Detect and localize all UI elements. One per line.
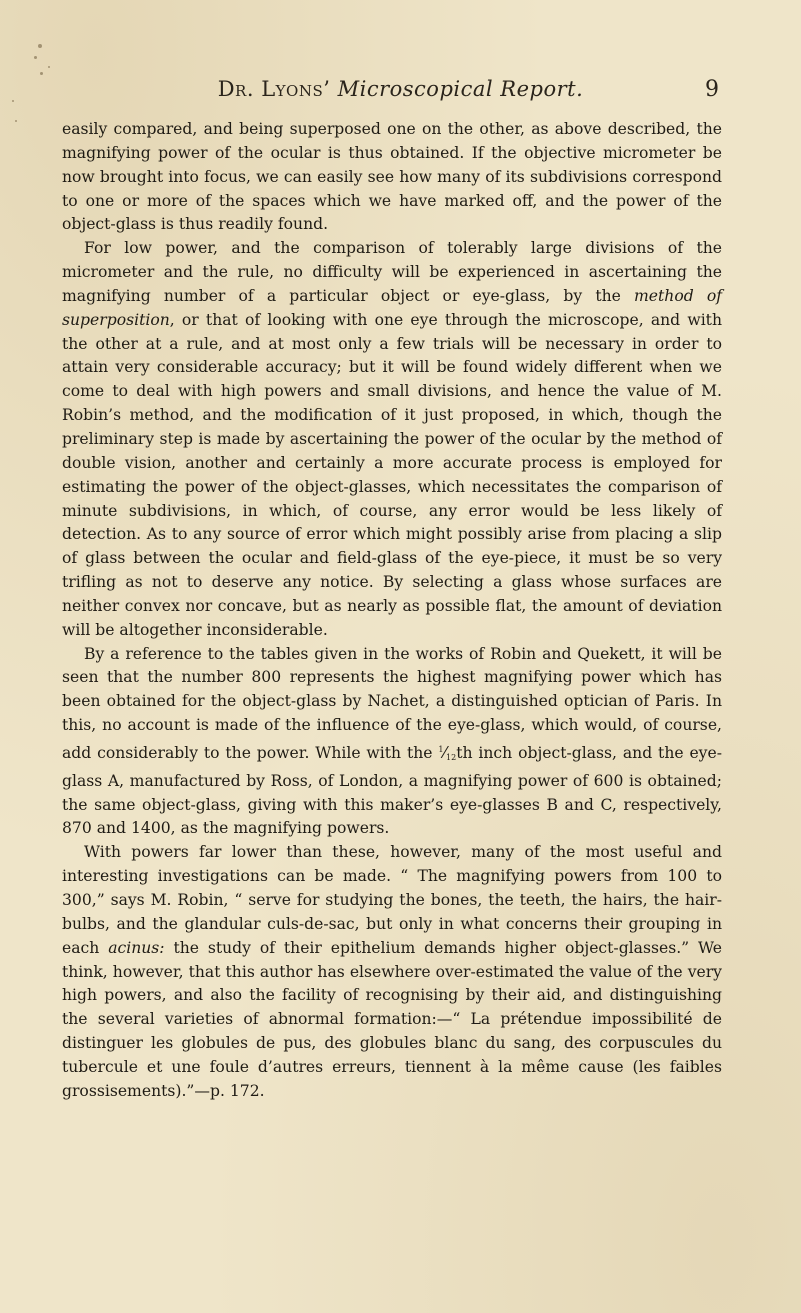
paragraph-3-text: By a reference to the tables given in the works of Robin and Quekett, it will be seen that the number 800 represents the highest magnifying power which has been obtained for the object-glass by Nachet, a distinguished optician of Paris. In this, no account is made of the influence of the eye-glass, which would, of course, add considerably to the power. While with the xyxy=(62,644,722,762)
ink-speck xyxy=(15,120,17,122)
paragraph-2-text: For low power, and the comparison of tolerably large divisions of the micrometer and the rule, no difficulty will be experienced in ascertaining the magnifying number of a particular object or eye-glass, by the xyxy=(62,239,722,305)
running-title xyxy=(0,77,801,101)
paragraph-3 xyxy=(62,643,722,842)
body-text xyxy=(62,118,722,1104)
paragraph-2-italic: method of superposition xyxy=(62,286,722,329)
ink-speck xyxy=(48,66,50,68)
ink-speck xyxy=(40,72,43,75)
ink-speck xyxy=(34,56,37,59)
page-number: 9 xyxy=(705,77,719,102)
paragraph-1-text: easily compared, and being superposed one on the other, as above described, the magnifying power of the ocular is thus obtained. If the objective micrometer be now brought into focus, we can easily see how many of its subdivisions correspond to one or more of the spaces which we have marked off, and the power of the object-glass is thus readily found. xyxy=(62,120,722,234)
running-header xyxy=(0,77,801,107)
paragraph-2-text-cont: , or that of looking with one eye through the microscope, and with the other at a rule, and at most only a few trials will be necessary in order to attain very considerable accuracy; but it will be found widely different when we come to deal with high powers and small divisions, and hence the value of M. Robin’s method, and the modification of it just proposed, in which, though the preliminary step is made by ascertaining the power of the ocular by the method of double vision, another and certainly a more accurate process is employed for estimating the power of the object-glasses, which necessitates the comparison of minute subdivisions, in which, of course, any error would be less likely of detection. As to any source of error which might possibly arise from placing a slip of glass between the ocular and field-glass of the eye-piece, it must be so very trifling as not to deserve any notice. By selecting a glass whose surfaces are neither convex nor concave, but as nearly as possible flat, the amount of deviation will be altogether inconsiderable. xyxy=(62,310,722,639)
fraction-numerator: 1 xyxy=(438,744,444,754)
paragraph-4-text-cont: the study of their epithelium demands higher object-glasses.” We think, however, that this author has elsewhere over-estimated the value of the very high powers, and also the facility of recognising by their aid, and distinguishing the several varieties of abnormal formation:—“ La prétendue impossibilité de distinguer les globules de pus, des globules blanc du sang, des corpuscules du tubercule et une foule d’autres erreurs, tiennent à la même cause (les faibles grossisements).”—p. 172. xyxy=(62,938,722,1100)
paragraph-4-text: With powers far lower than these, however, many of the most useful and interesting investigations can be made. “ The magnifying powers from 100 to 300,” says M. Robin, “ serve for studying the bones, the teeth, the hairs, the hair-bulbs, and the glandular culs-de-sac, but only in what concerns their grouping in each xyxy=(62,843,722,957)
paragraph-1 xyxy=(62,118,722,237)
ink-speck xyxy=(38,44,42,48)
fraction-denominator: 12 xyxy=(446,752,457,762)
header-title: Microscopical Report. xyxy=(337,77,584,101)
paragraph-4-italic: acinus: xyxy=(108,938,165,957)
paragraph-4 xyxy=(62,841,722,1103)
paragraph-3-text-cont: th inch object-glass, and the eye-glass A, manufactured by Ross, of London, a magnifying power of 600 is obtained; the same object-glass, giving with this maker’s eye-glasses B and C, respectively, 870 and 1400, as the magnifying powers. xyxy=(62,743,722,838)
paragraph-2 xyxy=(62,237,722,642)
fraction-one-twelfth: $^1⁄_{12}$ xyxy=(438,743,457,762)
header-author: Dr. Lyons’ xyxy=(217,77,331,101)
